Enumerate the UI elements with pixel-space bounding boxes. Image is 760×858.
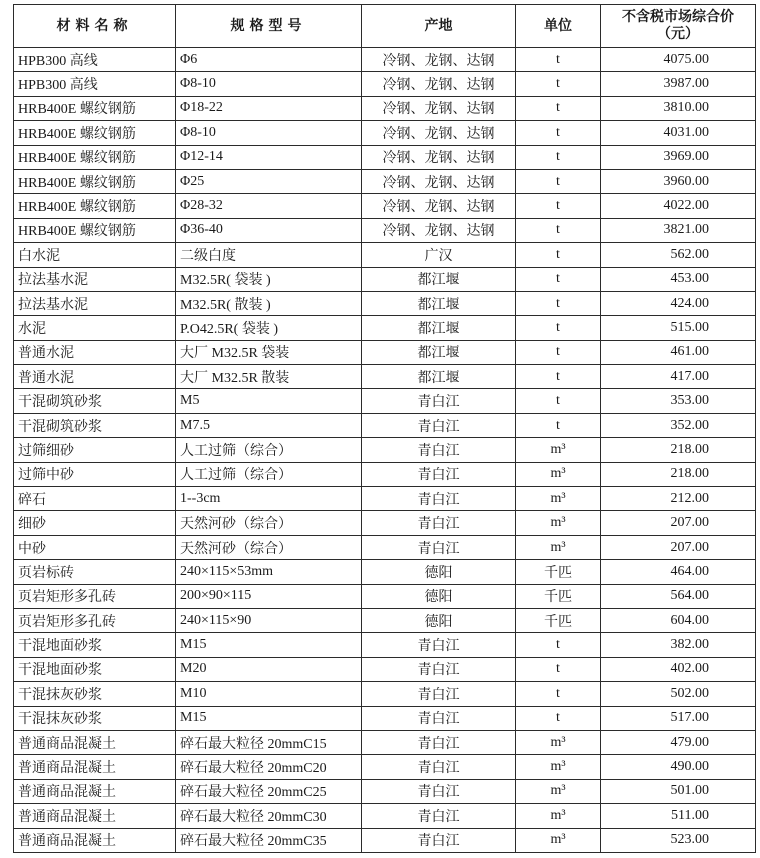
header-unit: 单位 — [516, 5, 601, 48]
cell-unit: t — [516, 340, 601, 364]
cell-origin: 青白江 — [362, 389, 516, 413]
table-row — [14, 657, 756, 681]
cell-material-name: 干混砌筑砂浆 — [14, 389, 176, 413]
cell-material-name: 普通水泥 — [14, 340, 176, 364]
cell-unit: m³ — [516, 804, 601, 828]
cell-material-name: 干混砌筑砂浆 — [14, 413, 176, 437]
cell-spec-model: M5 — [176, 389, 362, 413]
cell-material-name: HRB400E 螺纹钢筋 — [14, 194, 176, 218]
table-row — [14, 755, 756, 779]
cell-spec-model: Φ8-10 — [176, 72, 362, 96]
cell-material-name: HRB400E 螺纹钢筋 — [14, 96, 176, 120]
cell-origin: 青白江 — [362, 779, 516, 803]
cell-origin: 青白江 — [362, 413, 516, 437]
cell-origin: 青白江 — [362, 462, 516, 486]
cell-origin: 冷钢、龙钢、达钢 — [362, 48, 516, 72]
cell-unit: t — [516, 389, 601, 413]
table-row — [14, 608, 756, 632]
cell-origin: 都江堰 — [362, 291, 516, 315]
cell-unit: m³ — [516, 828, 601, 852]
table-row — [14, 828, 756, 852]
cell-unit: 千匹 — [516, 560, 601, 584]
cell-spec-model: M32.5R( 散装 ) — [176, 291, 362, 315]
cell-spec-model: Φ25 — [176, 169, 362, 193]
cell-spec-model: Φ18-22 — [176, 96, 362, 120]
cell-unit: t — [516, 48, 601, 72]
cell-unit: t — [516, 169, 601, 193]
table-header — [14, 5, 756, 48]
table-row — [14, 413, 756, 437]
cell-price: 461.00 — [601, 340, 756, 364]
table-row — [14, 535, 756, 559]
cell-unit: m³ — [516, 755, 601, 779]
cell-origin: 冷钢、龙钢、达钢 — [362, 194, 516, 218]
table-row — [14, 72, 756, 96]
cell-spec-model: P.O42.5R( 袋装 ) — [176, 316, 362, 340]
cell-price: 4031.00 — [601, 121, 756, 145]
cell-material-name: 过筛细砂 — [14, 438, 176, 462]
cell-unit: t — [516, 657, 601, 681]
cell-origin: 都江堰 — [362, 316, 516, 340]
cell-material-name: 水泥 — [14, 316, 176, 340]
table-row — [14, 243, 756, 267]
cell-price: 417.00 — [601, 365, 756, 389]
cell-spec-model: Φ12-14 — [176, 145, 362, 169]
cell-unit: t — [516, 706, 601, 730]
price-document — [13, 4, 755, 853]
cell-origin: 德阳 — [362, 584, 516, 608]
cell-unit: t — [516, 682, 601, 706]
table-row — [14, 438, 756, 462]
cell-material-name: 普通商品混凝土 — [14, 755, 176, 779]
cell-price: 218.00 — [601, 462, 756, 486]
cell-unit: t — [516, 365, 601, 389]
cell-price: 3821.00 — [601, 218, 756, 242]
cell-origin: 都江堰 — [362, 365, 516, 389]
cell-price: 218.00 — [601, 438, 756, 462]
cell-material-name: 干混抹灰砂浆 — [14, 682, 176, 706]
cell-material-name: HRB400E 螺纹钢筋 — [14, 145, 176, 169]
cell-price: 207.00 — [601, 535, 756, 559]
cell-price: 4022.00 — [601, 194, 756, 218]
cell-price: 353.00 — [601, 389, 756, 413]
cell-spec-model: 人工过筛（综合） — [176, 438, 362, 462]
cell-material-name: 拉法基水泥 — [14, 291, 176, 315]
cell-spec-model: 天然河砂（综合） — [176, 535, 362, 559]
cell-material-name: 干混地面砂浆 — [14, 633, 176, 657]
cell-spec-model: 碎石最大粒径 20mmC30 — [176, 804, 362, 828]
cell-material-name: HRB400E 螺纹钢筋 — [14, 121, 176, 145]
table-row — [14, 730, 756, 754]
cell-unit: t — [516, 96, 601, 120]
header-price-line1: 不含税市场综合价 — [622, 9, 734, 25]
cell-origin: 冷钢、龙钢、达钢 — [362, 96, 516, 120]
cell-material-name: 普通商品混凝土 — [14, 804, 176, 828]
cell-material-name: HPB300 高线 — [14, 72, 176, 96]
cell-origin: 都江堰 — [362, 340, 516, 364]
cell-price: 4075.00 — [601, 48, 756, 72]
cell-spec-model: Φ8-10 — [176, 121, 362, 145]
cell-unit: m³ — [516, 511, 601, 535]
cell-material-name: 页岩矩形多孔砖 — [14, 608, 176, 632]
cell-spec-model: 二级白度 — [176, 243, 362, 267]
table-row — [14, 218, 756, 242]
table-row — [14, 48, 756, 72]
table-row — [14, 804, 756, 828]
cell-price: 3987.00 — [601, 72, 756, 96]
cell-unit: t — [516, 121, 601, 145]
cell-unit: t — [516, 72, 601, 96]
cell-material-name: 普通商品混凝土 — [14, 730, 176, 754]
table-row — [14, 487, 756, 511]
cell-origin: 广汉 — [362, 243, 516, 267]
table-row — [14, 462, 756, 486]
cell-spec-model: 200×90×115 — [176, 584, 362, 608]
cell-unit: t — [516, 243, 601, 267]
cell-spec-model: Φ36-40 — [176, 218, 362, 242]
cell-material-name: 拉法基水泥 — [14, 267, 176, 291]
header-row — [14, 5, 756, 48]
cell-spec-model: M15 — [176, 633, 362, 657]
cell-price: 479.00 — [601, 730, 756, 754]
table-row — [14, 291, 756, 315]
cell-price: 517.00 — [601, 706, 756, 730]
cell-spec-model: 240×115×90 — [176, 608, 362, 632]
cell-spec-model: 碎石最大粒径 20mmC15 — [176, 730, 362, 754]
cell-unit: t — [516, 218, 601, 242]
cell-price: 564.00 — [601, 584, 756, 608]
cell-price: 424.00 — [601, 291, 756, 315]
cell-price: 523.00 — [601, 828, 756, 852]
cell-price: 490.00 — [601, 755, 756, 779]
table-row — [14, 267, 756, 291]
cell-spec-model: 240×115×53mm — [176, 560, 362, 584]
cell-unit: m³ — [516, 487, 601, 511]
cell-unit: m³ — [516, 438, 601, 462]
cell-price: 382.00 — [601, 633, 756, 657]
table-row — [14, 584, 756, 608]
cell-material-name: HRB400E 螺纹钢筋 — [14, 218, 176, 242]
cell-unit: m³ — [516, 462, 601, 486]
cell-price: 207.00 — [601, 511, 756, 535]
cell-material-name: 页岩矩形多孔砖 — [14, 584, 176, 608]
cell-unit: t — [516, 413, 601, 437]
header-origin: 产地 — [362, 5, 516, 48]
table-row — [14, 560, 756, 584]
cell-origin: 青白江 — [362, 535, 516, 559]
header-material-name: 材料名称 — [14, 5, 176, 48]
cell-origin: 冷钢、龙钢、达钢 — [362, 218, 516, 242]
cell-spec-model: M32.5R( 袋装 ) — [176, 267, 362, 291]
cell-origin: 青白江 — [362, 487, 516, 511]
cell-unit: m³ — [516, 779, 601, 803]
cell-material-name: 普通商品混凝土 — [14, 828, 176, 852]
table-body — [14, 48, 756, 853]
table-row — [14, 365, 756, 389]
cell-unit: 千匹 — [516, 584, 601, 608]
cell-origin: 冷钢、龙钢、达钢 — [362, 121, 516, 145]
cell-spec-model: 大厂 M32.5R 袋装 — [176, 340, 362, 364]
cell-origin: 青白江 — [362, 682, 516, 706]
cell-price: 502.00 — [601, 682, 756, 706]
cell-origin: 青白江 — [362, 755, 516, 779]
cell-unit: m³ — [516, 730, 601, 754]
cell-origin: 青白江 — [362, 657, 516, 681]
table-row — [14, 169, 756, 193]
cell-origin: 青白江 — [362, 706, 516, 730]
cell-origin: 青白江 — [362, 730, 516, 754]
cell-price: 3969.00 — [601, 145, 756, 169]
cell-spec-model: M20 — [176, 657, 362, 681]
cell-origin: 德阳 — [362, 560, 516, 584]
table-row — [14, 145, 756, 169]
cell-unit: t — [516, 145, 601, 169]
cell-spec-model: 碎石最大粒径 20mmC20 — [176, 755, 362, 779]
table-row — [14, 96, 756, 120]
table-row — [14, 682, 756, 706]
cell-spec-model: 1--3cm — [176, 487, 362, 511]
cell-origin: 冷钢、龙钢、达钢 — [362, 169, 516, 193]
cell-price: 352.00 — [601, 413, 756, 437]
cell-material-name: 页岩标砖 — [14, 560, 176, 584]
cell-price: 3960.00 — [601, 169, 756, 193]
cell-origin: 德阳 — [362, 608, 516, 632]
cell-price: 501.00 — [601, 779, 756, 803]
cell-origin: 青白江 — [362, 804, 516, 828]
cell-material-name: 细砂 — [14, 511, 176, 535]
cell-unit: t — [516, 633, 601, 657]
cell-origin: 青白江 — [362, 511, 516, 535]
table-row — [14, 121, 756, 145]
cell-unit: t — [516, 267, 601, 291]
cell-price: 464.00 — [601, 560, 756, 584]
header-price-line2: （元） — [657, 26, 699, 42]
table-row — [14, 389, 756, 413]
cell-material-name: 白水泥 — [14, 243, 176, 267]
cell-spec-model: 碎石最大粒径 20mmC25 — [176, 779, 362, 803]
cell-origin: 青白江 — [362, 633, 516, 657]
cell-origin: 冷钢、龙钢、达钢 — [362, 145, 516, 169]
table-row — [14, 316, 756, 340]
table-row — [14, 706, 756, 730]
cell-spec-model: 碎石最大粒径 20mmC35 — [176, 828, 362, 852]
cell-price: 511.00 — [601, 804, 756, 828]
cell-material-name: 普通水泥 — [14, 365, 176, 389]
header-price — [601, 5, 756, 48]
cell-origin: 青白江 — [362, 438, 516, 462]
cell-material-name: 普通商品混凝土 — [14, 779, 176, 803]
table-row — [14, 633, 756, 657]
cell-spec-model: 人工过筛（综合） — [176, 462, 362, 486]
table-row — [14, 511, 756, 535]
cell-price: 604.00 — [601, 608, 756, 632]
cell-spec-model: 大厂 M32.5R 散装 — [176, 365, 362, 389]
cell-origin: 都江堰 — [362, 267, 516, 291]
table-row — [14, 779, 756, 803]
header-spec-model: 规格型号 — [176, 5, 362, 48]
table-row — [14, 340, 756, 364]
cell-spec-model: M10 — [176, 682, 362, 706]
table-row — [14, 194, 756, 218]
price-table — [13, 4, 756, 853]
cell-spec-model: 天然河砂（综合） — [176, 511, 362, 535]
cell-spec-model: M15 — [176, 706, 362, 730]
cell-spec-model: Φ28-32 — [176, 194, 362, 218]
cell-spec-model: Φ6 — [176, 48, 362, 72]
cell-unit: t — [516, 291, 601, 315]
cell-origin: 青白江 — [362, 828, 516, 852]
cell-price: 562.00 — [601, 243, 756, 267]
cell-material-name: 干混地面砂浆 — [14, 657, 176, 681]
cell-material-name: HRB400E 螺纹钢筋 — [14, 169, 176, 193]
cell-price: 3810.00 — [601, 96, 756, 120]
cell-material-name: 过筛中砂 — [14, 462, 176, 486]
cell-material-name: 中砂 — [14, 535, 176, 559]
cell-unit: m³ — [516, 535, 601, 559]
cell-unit: t — [516, 316, 601, 340]
cell-unit: t — [516, 194, 601, 218]
cell-material-name: 干混抹灰砂浆 — [14, 706, 176, 730]
cell-origin: 冷钢、龙钢、达钢 — [362, 72, 516, 96]
cell-spec-model: M7.5 — [176, 413, 362, 437]
cell-price: 402.00 — [601, 657, 756, 681]
cell-price: 453.00 — [601, 267, 756, 291]
cell-price: 515.00 — [601, 316, 756, 340]
cell-material-name: HPB300 高线 — [14, 48, 176, 72]
cell-material-name: 碎石 — [14, 487, 176, 511]
cell-unit: 千匹 — [516, 608, 601, 632]
cell-price: 212.00 — [601, 487, 756, 511]
